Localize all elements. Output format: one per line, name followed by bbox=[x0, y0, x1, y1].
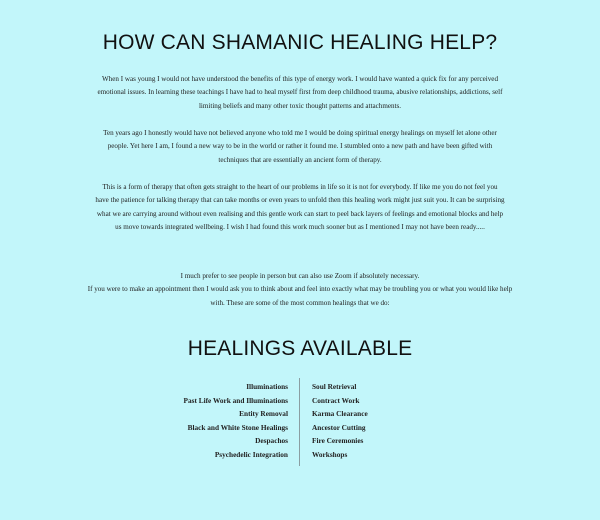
healing-item: Psychedelic Integration bbox=[214, 449, 288, 459]
therapy-paragraph: This is a form of therapy that often gets straight to the heart of our problems in life so it is not for everybody. If like me you do not feel you have the patience for talking therapy that can take months or even years to unfold then this healing work might just suit you. It can be surprising what we are carrying around without even realising and this gentle work can start to peel back layers of feelings and emotional blocks and help us move towards integrated wellbeing. I wish I had found this work much sooner but as I mentioned I may not have been ready..... bbox=[95, 183, 505, 232]
healing-item: Soul Retrieval bbox=[312, 382, 357, 391]
healing-item: Fire Ceremonies bbox=[312, 436, 364, 445]
page-title: HOW CAN SHAMANIC HEALING HELP? bbox=[102, 31, 498, 54]
appointment-block bbox=[80, 270, 520, 310]
intro-paragraph: When I was young I would not have understood the benefits of this type of energy work. I would have wanted a quick fix for any perceived emotional issues. In learning these teachings I have had to heal myself first from deep childhood trauma, abusive relationships, addictions, self limiting beliefs and many other toxic thought patterns and attachments. bbox=[97, 75, 503, 110]
healings-list-right bbox=[312, 380, 368, 461]
healing-item: Black and White Stone Healings bbox=[187, 422, 288, 432]
healing-item: Past Life Work and Illuminations bbox=[183, 395, 288, 405]
healing-item: Karma Clearance bbox=[312, 409, 368, 418]
healing-item: Contract Work bbox=[312, 395, 360, 405]
healings-title: HEALINGS AVAILABLE bbox=[187, 337, 413, 360]
healing-item: Workshops bbox=[312, 449, 348, 459]
column-divider bbox=[299, 378, 300, 466]
healing-item: Illuminations bbox=[246, 382, 288, 391]
healing-item: Ancestor Cutting bbox=[312, 422, 366, 432]
healing-item: Entity Removal bbox=[239, 409, 288, 418]
zoom-note: I much prefer to see people in person but can also use Zoom if absolutely necessary. bbox=[180, 272, 420, 280]
story-paragraph: Ten years ago I honestly would have not believed anyone who told me I would be doing spiritual energy healings on myself let alone other people. Yet here I am, I found a new way to be in the world or rather it found me. I stumbled onto a new path and have been gifted with techniques that are essentially an ancient form of therapy. bbox=[103, 129, 497, 164]
healings-list-left bbox=[184, 380, 288, 461]
healing-item: Despachos bbox=[255, 436, 288, 445]
appointment-paragraph: If you were to make an appointment then I would ask you to think about and feel into exactly what may be troubling you or what you would like help with. These are some of the most common healings that we do: bbox=[87, 285, 513, 307]
